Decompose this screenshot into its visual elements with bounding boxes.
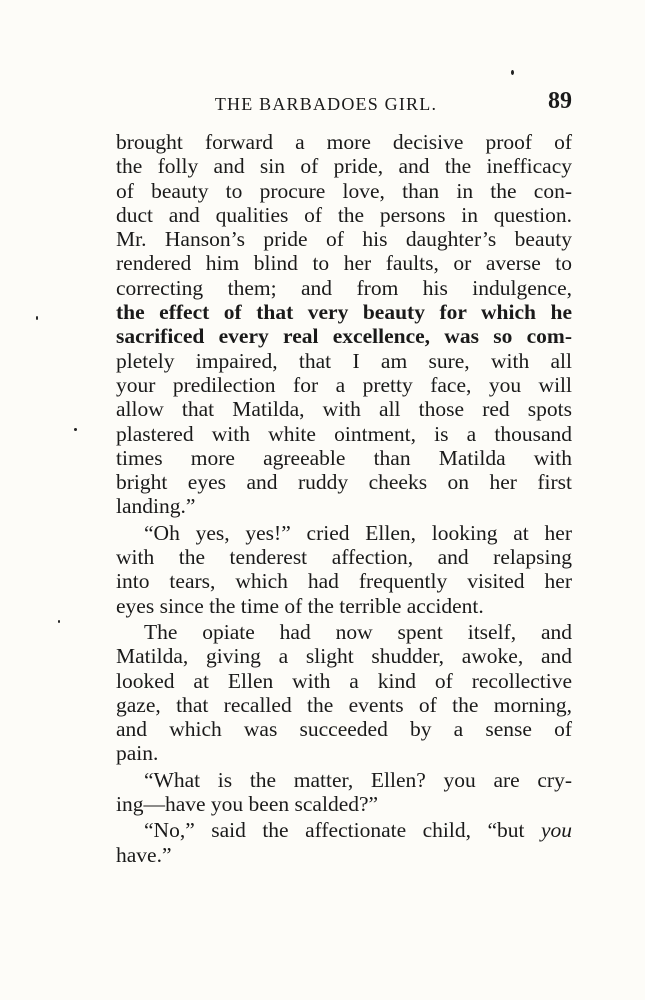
page-number: 89	[548, 88, 572, 114]
paragraph	[116, 620, 572, 766]
text-line: the folly and sin of pride, and the inefficacy	[116, 154, 572, 179]
paragraph	[116, 768, 572, 817]
text-line: Mr. Hanson’s pride of his daughter’s beauty	[116, 227, 572, 252]
text-line: rendered him blind to her faults, or averse to	[116, 251, 572, 276]
paragraph	[116, 130, 572, 519]
text-line: of beauty to procure love, than in the con-	[116, 178, 572, 203]
text-line	[116, 818, 572, 842]
text-line: correcting them; and from his indulgence,	[116, 275, 572, 300]
body-text	[116, 130, 572, 867]
text-line: times more agreeable than Matilda with	[116, 445, 572, 470]
print-speck	[511, 70, 514, 75]
text-line: brought forward a more decisive proof of	[116, 130, 572, 154]
text-fragment: “No,” said the affectionate child, “but	[144, 818, 541, 843]
text-line: “Oh yes, yes!” cried Ellen, looking at her	[144, 520, 572, 545]
text-line: “What is the matter, Ellen? you are cry-	[144, 767, 572, 792]
text-line: Matilda, giving a slight shudder, awoke, and	[116, 644, 572, 669]
paragraph	[116, 521, 572, 618]
paragraph	[116, 818, 572, 867]
text-line: have.”	[116, 842, 172, 867]
text-line: looked at Ellen with a kind of recollective	[116, 668, 572, 693]
running-title: THE BARBADOES GIRL.	[214, 94, 438, 114]
text-line: bright eyes and ruddy cheeks on her first	[116, 470, 572, 495]
text-line: ing—have you been scalded?”	[116, 792, 379, 817]
text-line: your predilection for a pretty face, you will	[116, 372, 572, 397]
text-line: and which was succeeded by a sense of	[116, 717, 572, 742]
text-line: allow that Matilda, with all those red spots	[116, 397, 572, 422]
text-line: the effect of that very beauty for which he	[116, 300, 572, 325]
text-line: sacrificed every real excellence, was so com-	[116, 324, 572, 349]
text-line: The opiate had now spent itself, and	[144, 619, 572, 644]
text-line: duct and qualities of the persons in question.	[116, 202, 572, 227]
text-line: landing.”	[116, 494, 196, 519]
text-line: into tears, which had frequently visited her	[116, 569, 572, 594]
text-line: plastered with white ointment, is a thousand	[116, 421, 572, 446]
print-speck	[58, 620, 60, 623]
emphasized-word: you	[540, 818, 572, 843]
print-speck	[36, 316, 38, 320]
text-line: with the tenderest affection, and relapsing	[116, 545, 572, 570]
text-line: pletely impaired, that I am sure, with all	[116, 348, 572, 373]
text-line: pain.	[116, 741, 159, 766]
text-line: eyes since the time of the terrible accident.	[116, 593, 484, 618]
page-header	[116, 88, 572, 118]
print-speck	[74, 428, 77, 431]
text-line: gaze, that recalled the events of the morning,	[116, 692, 572, 717]
